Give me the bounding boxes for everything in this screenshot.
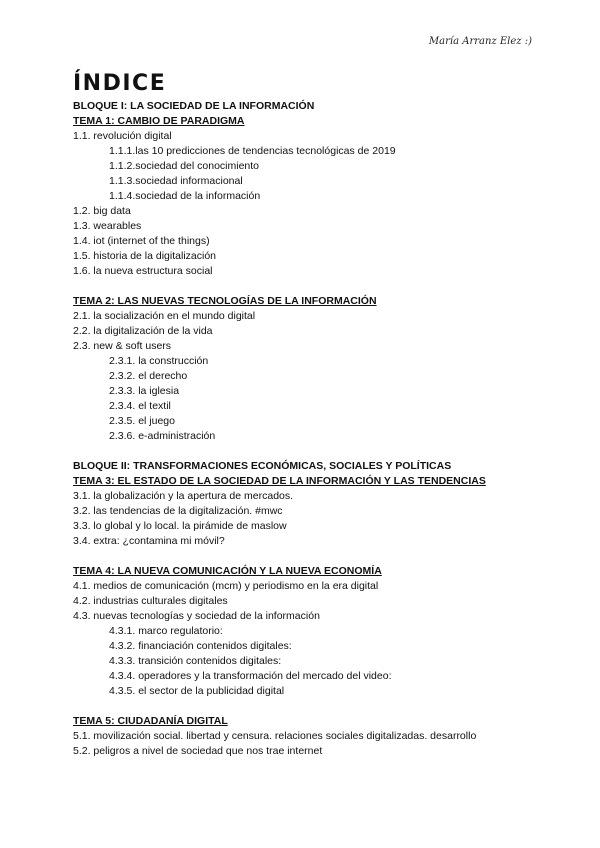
toc-subitem: 2.3.2. el derecho (109, 370, 188, 382)
toc-item: 3.4. extra: ¿contamina mi móvil? (73, 535, 225, 547)
tema-heading: TEMA 2: LAS NUEVAS TECNOLOGÍAS DE LA INFORMACIÓN (73, 295, 377, 307)
tema-heading: TEMA 4: LA NUEVA COMUNICACIÓN Y LA NUEVA ECONOMÍA (73, 565, 382, 577)
toc-subitem: 1.1.4.sociedad de la información (109, 190, 261, 202)
toc-item: 1.4. iot (internet of the things) (73, 235, 210, 247)
toc-item: 3.2. las tendencias de la digitalización. #mwc (73, 505, 283, 517)
toc-subitem: 1.1.3.sociedad informacional (109, 175, 243, 187)
toc-item: 4.3. nuevas tecnologías y sociedad de la información (73, 610, 320, 622)
bloque-heading: BLOQUE II: TRANSFORMACIONES ECONÓMICAS, SOCIALES Y POLÍTICAS (73, 460, 452, 472)
toc-item: 1.3. wearables (73, 220, 142, 232)
toc-subitem: 4.3.3. transición contenidos digitales: (109, 655, 282, 667)
tema-heading: TEMA 3: EL ESTADO DE LA SOCIEDAD DE LA INFORMACIÓN Y LAS TENDENCIAS (73, 475, 486, 487)
toc-subitem: 4.3.2. financiación contenidos digitales: (109, 640, 292, 652)
toc-item: 4.2. industrias culturales digitales (73, 595, 228, 607)
toc-subitem: 2.3.6. e-administración (109, 430, 216, 442)
toc-item: 1.5. historia de la digitalización (73, 250, 217, 262)
toc-item: 4.1. medios de comunicación (mcm) y periodismo en la era digital (73, 580, 379, 592)
toc-subitem: 2.3.4. el textil (109, 400, 171, 412)
toc-subitem: 1.1.1.las 10 predicciones de tendencias tecnológicas de 2019 (109, 145, 396, 157)
toc-subitem: 4.3.5. el sector de la publicidad digital (109, 685, 285, 697)
toc-item: 1.2. big data (73, 205, 131, 217)
toc-subitem: 4.3.1. marco regulatorio: (109, 625, 223, 637)
page-title: ÍNDICE (73, 71, 167, 96)
toc-subitem: 4.3.4. operadores y la transformación del mercado del video: (109, 670, 392, 682)
toc-item: 5.2. peligros a nivel de sociedad que nos trae internet (73, 745, 323, 757)
toc-subitem: 2.3.3. la iglesia (109, 385, 180, 397)
toc-item: 2.1. la socialización en el mundo digital (73, 310, 256, 322)
toc-subitem: 2.3.5. el juego (109, 415, 175, 427)
toc-item: 1.6. la nueva estructura social (73, 265, 213, 277)
toc-subitem: 2.3.1. la construcción (109, 355, 209, 367)
bloque-heading: BLOQUE I: LA SOCIEDAD DE LA INFORMACIÓN (73, 100, 315, 112)
toc-item: 3.1. la globalización y la apertura de mercados. (73, 490, 294, 502)
toc-subitem: 1.1.2.sociedad del conocimiento (109, 160, 260, 172)
table-of-contents (73, 99, 560, 759)
toc-item: 2.3. new & soft users (73, 340, 172, 352)
toc-item: 3.3. lo global y lo local. la pirámide de maslow (73, 520, 287, 532)
toc-item: 2.2. la digitalización de la vida (73, 325, 213, 337)
toc-item: 5.1. movilización social. libertad y censura. relaciones sociales digitalizadas. desarrollo (73, 730, 477, 742)
author-signature: María Arranz Elez :) (428, 36, 532, 47)
tema-heading: TEMA 5: CIUDADANÍA DIGITAL (73, 715, 228, 727)
toc-item: 1.1. revolución digital (73, 130, 172, 142)
tema-heading: TEMA 1: CAMBIO DE PARADIGMA (73, 115, 245, 127)
